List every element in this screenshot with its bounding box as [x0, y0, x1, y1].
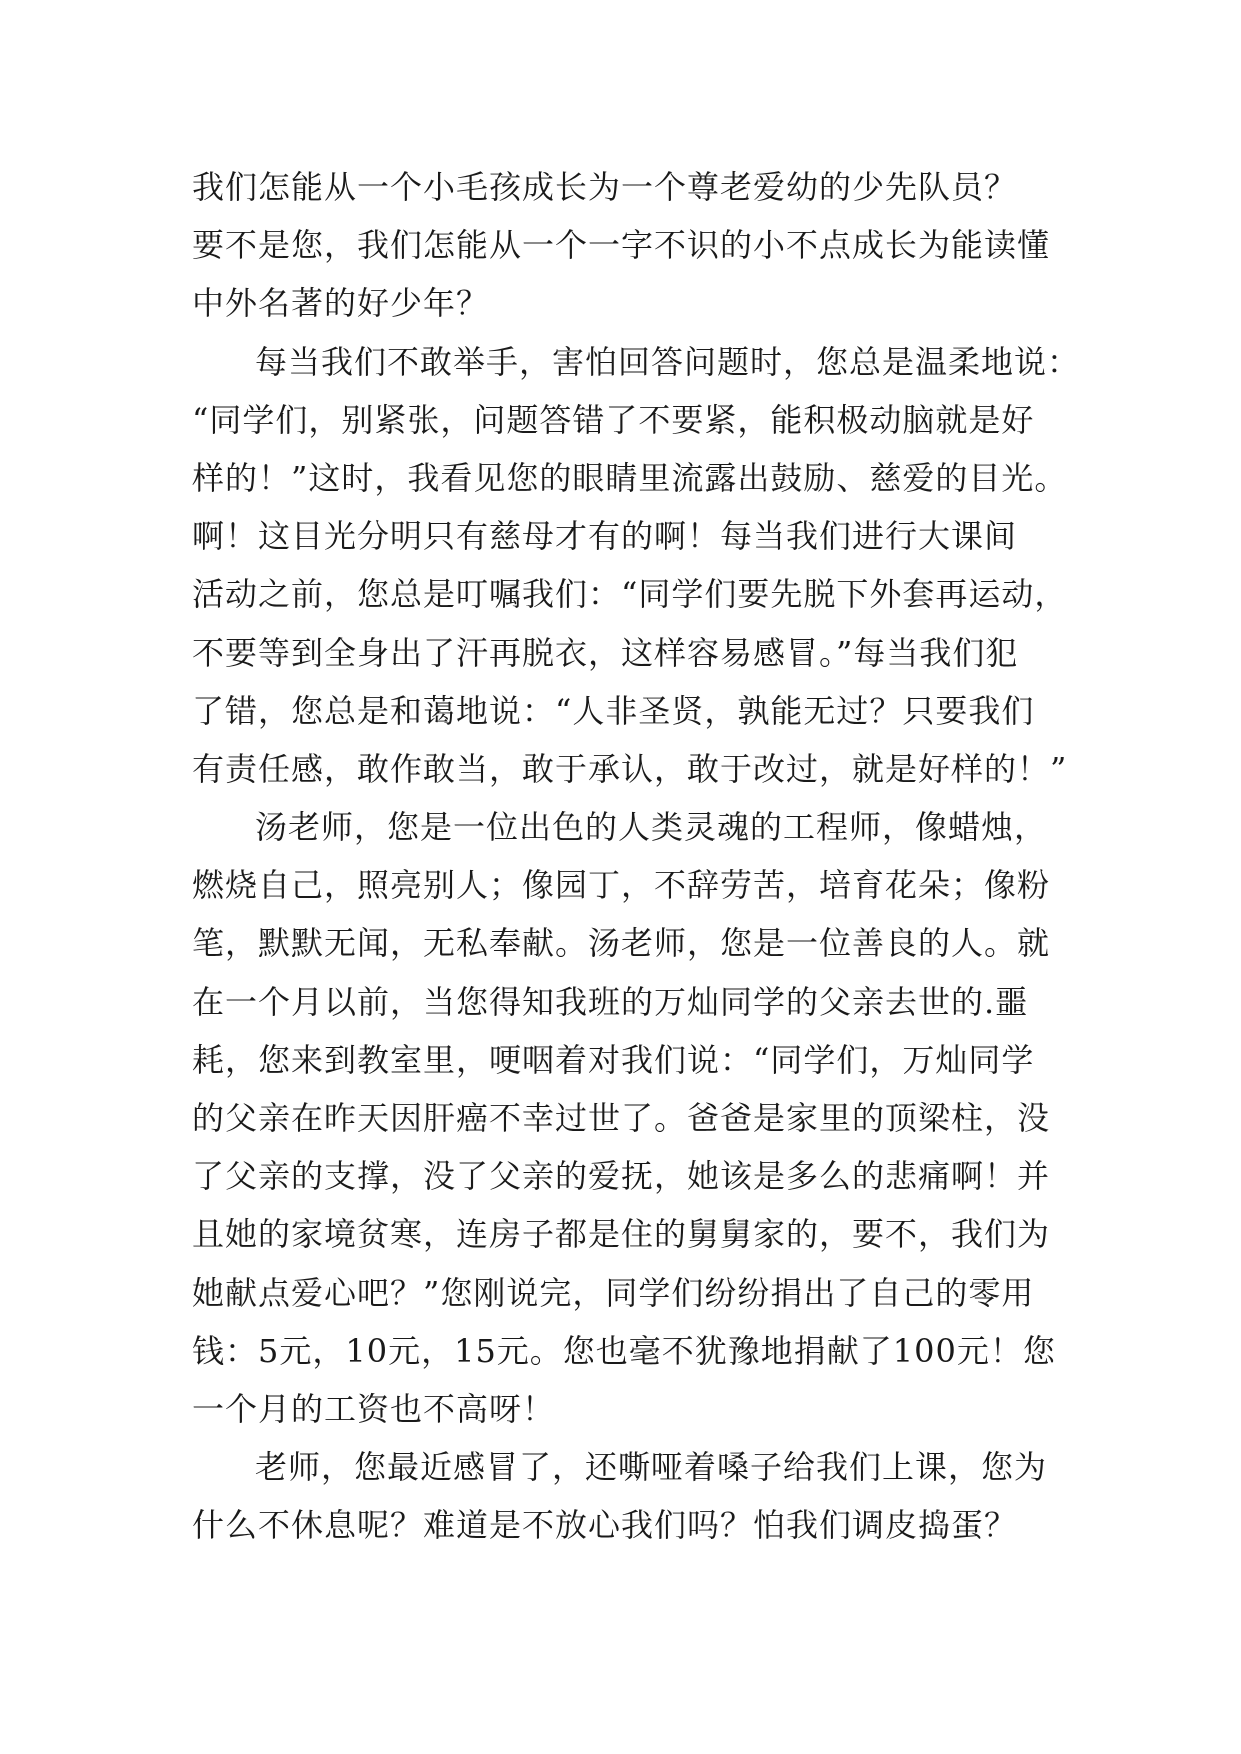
text-line: 一个月的工资也不高呀！ [192, 1389, 556, 1428]
text-line: 样的！”这时，我看见您的眼睛里流露出鼓励、慈爱的目光。 [192, 458, 1068, 497]
text-line: 的父亲在昨天因肝癌不幸过世了。爸爸是家里的顶梁柱，没 [192, 1099, 1051, 1137]
essay-body [192, 158, 1081, 1555]
paragraph-start-line: 每当我们不敢举手，害怕回答问题时，您总是温柔地说： [255, 342, 1081, 381]
text-line: 笔，默默无闻，无私奉献。汤老师，您是一位善良的人。就 [192, 924, 1051, 963]
text-line: 我们怎能从一个小毛孩成长为一个尊老爱幼的少先队员？ [192, 168, 1018, 206]
text-line: 啊！这目光分明只有慈母才有的啊！每当我们进行大课间 [192, 517, 1018, 556]
text-line: 什么不休息呢？难道是不放心我们吗？怕我们调皮捣蛋？ [192, 1506, 1018, 1545]
text-line: 耗，您来到教室里，哽咽着对我们说：“同学们，万灿同学 [192, 1040, 1035, 1079]
text-line: 不要等到全身出了汗再脱衣，这样容易感冒。”每当我们犯 [192, 633, 1019, 672]
paragraph-start-line: 汤老师，您是一位出色的人类灵魂的工程师，像蜡烛， [255, 808, 1048, 847]
text-line: 钱：5元，10元，15元。您也毫不犹豫地捐献了100元！您 [192, 1331, 1056, 1370]
text-line: 了错，您总是和蔼地说：“人非圣贤，孰能无过？只要我们 [192, 691, 1035, 730]
text-line: 她献点爱心吧？”您刚说完，同学们纷纷捐出了自己的零用 [192, 1273, 1035, 1312]
text-line: 要不是您，我们怎能从一个一字不识的小不点成长为能读懂 [192, 226, 1051, 265]
paragraph-start-line: 老师，您最近感冒了，还嘶哑着嗓子给我们上课，您为 [255, 1448, 1048, 1487]
text-line: 且她的家境贫寒，连房子都是住的舅舅家的，要不，我们为 [192, 1215, 1051, 1254]
text-line: “同学们，别紧张，问题答错了不要紧，能积极动脑就是好 [192, 400, 1035, 439]
text-line: 了父亲的支撑，没了父亲的爱抚，她该是多么的悲痛啊！并 [192, 1157, 1051, 1196]
text-line: 活动之前，您总是叮嘱我们：“同学们要先脱下外套再运动， [192, 575, 1068, 614]
text-line: 在一个月以前，当您得知我班的万灿同学的父亲去世的.噩 [192, 982, 1029, 1021]
text-line: 中外名著的好少年？ [192, 284, 490, 323]
text-line: 燃烧自己，照亮别人；像园丁，不辞劳苦，培育花朵；像粉 [192, 866, 1051, 905]
text-line: 有责任感，敢作敢当，敢于承认，敢于改过，就是好样的！” [192, 749, 1068, 788]
